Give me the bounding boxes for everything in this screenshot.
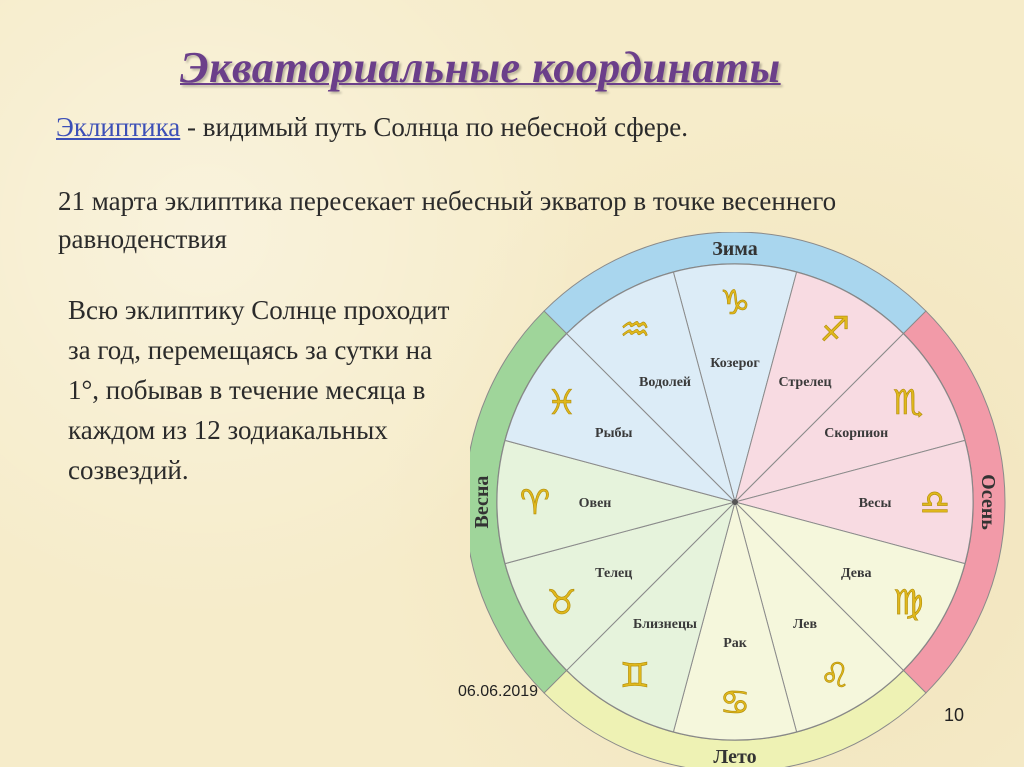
zodiac-wheel — [470, 232, 1010, 767]
wheel-center-dot — [732, 499, 738, 505]
sign-sectors — [497, 264, 973, 740]
sign-label-2: Скорпион — [824, 426, 889, 441]
ecliptic-link[interactable]: Эклиптика — [56, 112, 181, 142]
zodiac-glyph-icon-10: ♓ — [546, 383, 578, 423]
ecliptic-definition-text: - видимый путь Солнца по небесной сфере. — [180, 112, 688, 142]
slide-date: 06.06.2019 — [458, 683, 539, 700]
sign-label-9: Овен — [578, 496, 612, 511]
sign-label-7: Близнецы — [633, 617, 697, 633]
zodiac-glyph-icon-4: ♍ — [892, 583, 924, 623]
zodiac-glyph-icon-8: ♉ — [546, 583, 578, 623]
equinox-paragraph: 21 марта эклиптика пересекает небесный экватор в точке весеннего равноденствия — [58, 186, 837, 254]
season-label-2: Лето — [713, 746, 757, 767]
season-label-3: Весна — [471, 475, 493, 529]
zodiac-glyph-icon-3: ♎ — [919, 483, 951, 523]
slide-title: Экваториальные координаты — [180, 43, 781, 92]
zodiac-glyph-icon-0: ♑ — [719, 283, 751, 323]
sign-label-11: Водолей — [639, 374, 691, 390]
zodiac-glyph-icon-6: ♋ — [719, 683, 751, 723]
sign-label-4: Дева — [840, 566, 872, 581]
season-label-0: Зима — [712, 238, 758, 260]
sign-label-5: Лев — [792, 617, 818, 633]
zodiac-glyph-icon-7: ♊ — [619, 656, 651, 697]
sign-label-10: Рыбы — [595, 426, 633, 441]
season-label-1: Осень — [977, 474, 999, 530]
zodiac-glyph-icon-2: ♏ — [892, 383, 924, 423]
sign-label-8: Телец — [595, 566, 633, 581]
page-number: 10 — [944, 705, 965, 725]
sign-label-3: Весы — [858, 496, 892, 511]
zodiac-glyph-icon-11: ♒ — [619, 309, 651, 350]
zodiac-glyph-icon-9: ♈ — [519, 483, 551, 523]
sign-label-6: Рак — [723, 636, 747, 651]
sign-label-1: Стрелец — [778, 374, 832, 390]
zodiac-glyph-icon-1: ♐ — [819, 309, 851, 350]
sign-label-0: Козерог — [710, 356, 760, 371]
zodiac-glyph-icon-5: ♌ — [819, 656, 851, 697]
sun-paragraph: Всю эклиптику Солнце проходит за год, перемещаясь за сутки на 1°, побывав в течение месяца в каждом из 12 зодиакальных созвездий. — [68, 295, 450, 485]
ecliptic-definition — [56, 112, 688, 143]
